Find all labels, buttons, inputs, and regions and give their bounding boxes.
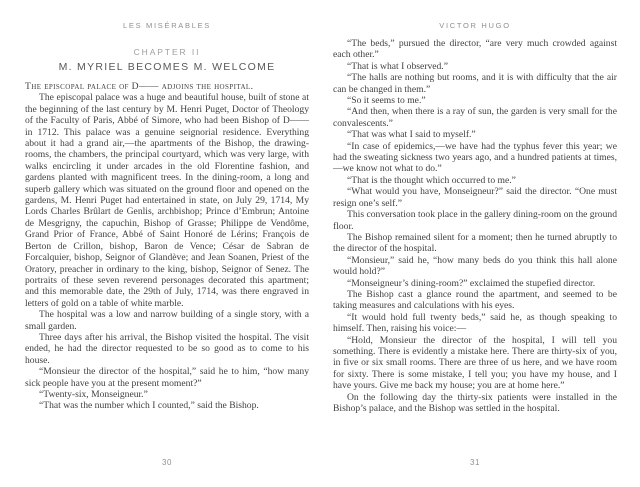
body-paragraph: The episcopal palace was a huge and beautiful house, built of stone at the beginning of the last century by M. Henri Puget, Doctor of Theology of the Faculty of Paris, Abbé of Simore, who had been Bishop of D—— in 1712. This palace was a genuine seignorial residence. Everything about it had a grand air,—the apartments of the Bishop, the drawing-rooms, the chambers, the principal courtyard, which was very large, with walks encircling it under arcades in the old Florentine fashion, and gardens planted with magnificent trees. In the dining-room, a long and superb gallery which was situated on the ground floor and opened on the gardens, M. Henri Puget had entertained in state, on July 29, 1714, My Lords Charles Brûlart de Genlis, archbishop; Prince d’Embrun; Antoine de Mesgrigny, the capuchin, Bishop of Grasse; Philippe de Vendôme, Grand Prior of France, Abbé of Saint Honoré de Lérins; François de Berton de Crillon, bishop, Baron de Vence; César de Sabran de Forcalquier, bishop, Seignor of Glandève; and Jean Soanen, Priest of the Oratory, preacher in ordinary to the king, bishop, Seignor of Senez. The portraits of these seven reverend personages decorated this apartment; and this memorable date, the 29th of July, 1714, was there engraved in letters of gold on a table of white marble. [25,92,309,309]
body-paragraph: “Monsieur,” said he, “how many beds do you think this hall alone would hold?” [333,254,617,278]
body-paragraph: Three days after his arrival, the Bishop visited the hospital. The visit ended, he had the director requested to be so good as to come to his house. [25,331,309,366]
left-page-body [25,81,309,412]
body-paragraph: “What would you have, Monseigneur?” said the director. “One must resign one’s self.” [333,186,617,209]
body-paragraph: “Hold, Monsieur the director of the hospital, I will tell you something. There is evidently a mistake here. There are thirty-six of you, in five or six small rooms. There are three of us here, and we have room for sixty. There is some mistake, I tell you; you have my house, and I have yours. Give me back my house; you are at home here.” [333,334,617,392]
running-header-author: VICTOR HUGO [439,21,511,30]
body-paragraph: “That is what I observed.” [347,60,448,72]
right-page-paragraphs [333,38,617,414]
body-paragraph: This conversation took place in the gallery dining-room on the ground floor. [333,209,617,232]
body-paragraph: “That was what I said to myself.” [347,129,476,141]
body-paragraph: “Monseigneur’s dining-room?” exclaimed the stupefied director. [347,277,596,289]
left-page-paragraphs [25,92,309,411]
left-page [25,0,309,487]
right-page-body [333,38,617,414]
body-paragraph: “So it seems to me.” [347,95,426,107]
body-paragraph: “It would hold full twenty beds,” said he, as though speaking to himself. Then, raising his voice:— [333,311,617,335]
body-paragraph: “In case of epidemics,—we have had the typhus fever this year; we had the sweating sickness two years ago, and a hundred patients at times,—we know not what to do.” [333,140,617,175]
body-paragraph: “That was the number which I counted,” said the Bishop. [39,400,259,412]
body-paragraph: The hospital was a low and narrow building of a single story, with a small garden. [25,309,309,332]
body-paragraph: The Bishop remained silent for a moment; then he turned abruptly to the director of the hospital. [333,231,617,255]
body-paragraph: “Twenty-six, Monseigneur.” [39,388,148,400]
chapter-title: M. MYRIEL BECOMES M. WELCOME [58,61,276,73]
lead-line-small-caps: The episcopal palace of D—— adjoins the hospital. [25,81,254,92]
body-paragraph: “And then, when there is a ray of sun, the garden is very small for the convalescents.” [333,106,617,129]
body-paragraph: On the following day the thirty-six patients were installed in the Bishop’s palace, and the Bishop was settled in the hospital. [333,391,617,414]
body-paragraph: “Monsieur the director of the hospital,” said he to him, “how many sick people have you at the present moment?” [25,366,309,389]
page-number-left: 30 [161,458,173,467]
chapter-label: CHAPTER II [133,47,201,57]
body-paragraph: The Bishop cast a glance round the apartment, and seemed to be taking measures and calculations with his eyes. [333,288,617,312]
body-paragraph: “The beds,” pursued the director, “are very much crowded against each other.” [333,38,617,61]
page-number-right: 31 [469,458,481,467]
right-page [333,0,617,487]
running-header-book-title: LES MISÉRABLES [123,21,211,30]
body-paragraph: “That is the thought which occurred to me.” [347,174,516,186]
body-paragraph: “The halls are nothing but rooms, and it is with difficulty that the air can be changed in them.” [333,72,617,95]
